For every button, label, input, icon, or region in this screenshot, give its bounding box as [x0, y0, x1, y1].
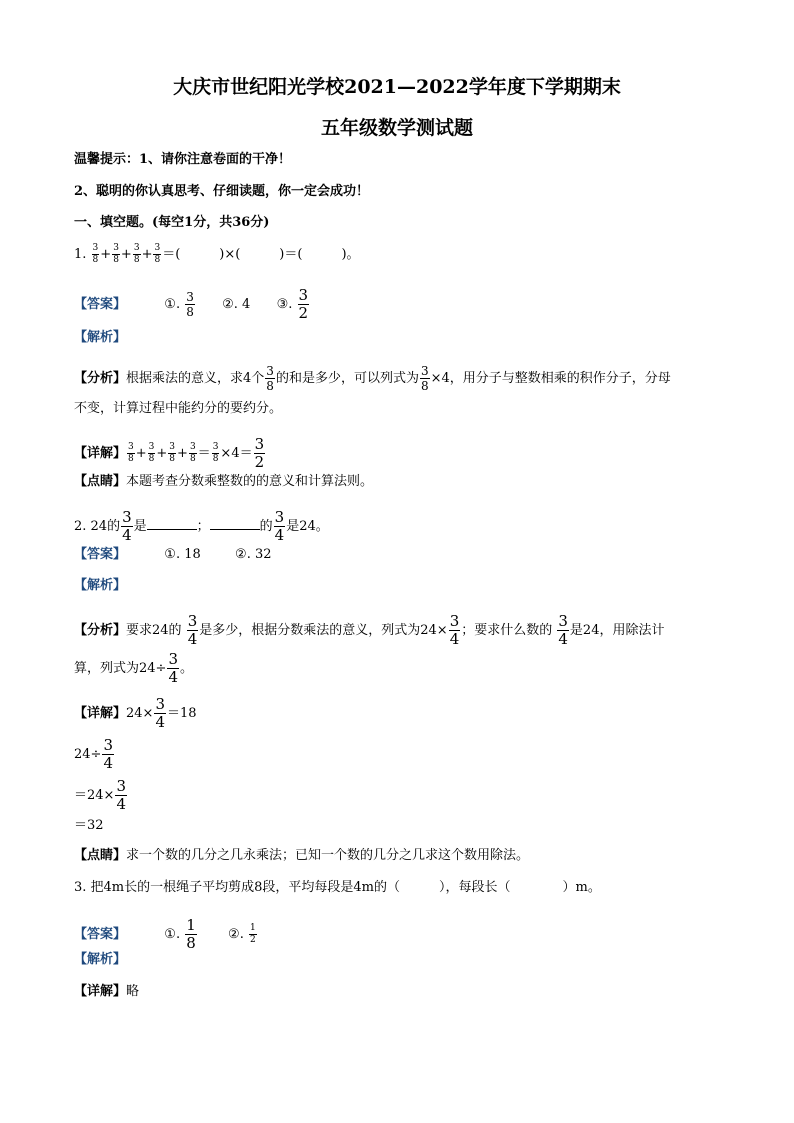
answer-2: ②. 4 [222, 297, 251, 312]
question-1: 1. $\frac{3}{8}$ + $\frac{3}{8}$ + $\frac{3}{8}$ + $\frac{3}{8}$ ＝( )×( )＝( )。 [74, 243, 360, 265]
q2-step-3: ＝32 [74, 818, 104, 833]
answer-3-mark: ③ [276, 297, 289, 312]
fraction: $\frac{3}{4}$ [122, 508, 132, 544]
q1-detail: 【详解】 $\frac{3}{8}$ + $\frac{3}{8}$ + $\frac{3}{8}$ + $\frac{3}{8}$ ＝ $\frac{3}{8}$ ×4＝ $\frac{3}{2}$ [74, 435, 265, 471]
answer-2: ②. 32 [235, 547, 272, 562]
fraction: $\frac{3}{8}$ [148, 442, 155, 464]
question-3: 3. 把4m长的一根绳子平均剪成8段，平均每段是4m的（ ），每段长（ ）m。 [74, 880, 601, 895]
answer-line-3: 【答案】 ①. $\frac{1}{8}$ ②. $\frac{1}{2}$ [74, 916, 256, 952]
answer-label: 【答案】 [74, 297, 127, 312]
fraction: $\frac{3}{2}$ [254, 435, 265, 471]
q1-dianjing: 【点睛】本题考查分数乘整数的的意义和计算法则。 [74, 474, 374, 489]
blanks-text: ＝( )×( )＝( )。 [162, 247, 360, 262]
fraction: $\frac{3}{4}$ [103, 736, 113, 772]
fraction: $\frac{3}{8}$ [92, 243, 99, 265]
fraction: $\frac{3}{8}$ [420, 364, 429, 393]
q2-step-2: ＝24× $\frac{3}{4}$ [74, 777, 126, 813]
fraction: $\frac{3}{4}$ [116, 777, 126, 813]
fraction: $\frac{3}{4}$ [558, 612, 568, 648]
fraction: $\frac{3}{8}$ [189, 442, 196, 464]
question-2: 2. 24的 $\frac{3}{4}$ 是 ； 的 $\frac{3}{4}$ 是24。 [74, 508, 329, 544]
analysis-label: 【解析】 [74, 952, 127, 967]
fraction: $\frac{3}{4}$ [449, 612, 460, 648]
answer-1-fraction: $\frac{3}{8}$ [186, 290, 194, 319]
answer-2-mark: ② [228, 927, 240, 942]
fraction: $\frac{3}{4}$ [187, 612, 198, 648]
fraction: $\frac{3}{8}$ [133, 243, 140, 265]
q3-detail: 【详解】略 [74, 984, 140, 999]
answer-1-mark: ① [164, 927, 176, 942]
answer-1-mark: ① [164, 297, 176, 312]
document-title: 大庆市世纪阳光学校2021—2022学年度下学期期末 [173, 76, 621, 98]
fraction: $\frac{3}{8}$ [154, 243, 161, 265]
question-number: 1. [74, 247, 87, 262]
q1-fenxi-line2: 不变，计算过程中能约分的要约分。 [74, 401, 283, 416]
blank [210, 517, 260, 530]
fraction: $\frac{3}{8}$ [128, 442, 134, 464]
q2-dianjing: 【点睛】求一个数的几分之几永乘法；已知一个数的几分之几求这个数用除法。 [74, 848, 530, 863]
answer-line-2: 【答案】 ①. 18 ②. 32 [74, 547, 272, 562]
fraction: $\frac{3}{8}$ [169, 442, 176, 464]
tip-line-1: 温馨提示：1、请你注意卷面的干净！ [74, 152, 292, 167]
analysis-label: 【解析】 [74, 578, 127, 593]
fraction: $\frac{3}{4}$ [168, 650, 178, 686]
blank [147, 517, 197, 530]
answer-3-fraction: $\frac{3}{2}$ [298, 286, 309, 322]
answer-line-1: 【答案】 ①. $\frac{3}{8}$ ②. 4 ③. $\frac{3}{2}$ [74, 286, 309, 322]
q2-detail: 【详解】24× $\frac{3}{4}$ ＝18 [74, 695, 197, 731]
fraction: $\frac{3}{4}$ [274, 508, 285, 544]
document-subtitle: 五年级数学测试题 [320, 117, 473, 139]
fraction: $\frac{3}{8}$ [266, 364, 274, 393]
answer-2-fraction: $\frac{1}{2}$ [249, 923, 256, 945]
fraction: $\frac{3}{8}$ [212, 442, 219, 464]
answer-1-fraction: $\frac{1}{8}$ [186, 916, 196, 952]
analysis-label: 【解析】 [74, 330, 127, 345]
tip-line-2: 2、聪明的你认真思考、仔细读题，你一定会成功！ [74, 184, 370, 199]
q1-fenxi: 【分析】根据乘法的意义，求4个 $\frac{3}{8}$ 的和是多少，可以列式为 $\frac{3}{8}$ ×4，用分子与整数相乘的积作分子，分母 [74, 364, 671, 393]
fraction: $\frac{3}{8}$ [113, 243, 119, 265]
q2-fenxi: 【分析】要求24的 $\frac{3}{4}$ 是多少，根据分数乘法的意义，列式为24× $\frac{3}{4}$ ；要求什么数的 $\frac{3}{4}$ 是24，用除法计 [74, 612, 665, 648]
fraction: $\frac{3}{4}$ [155, 695, 165, 731]
q2-fenxi-line2: 算，列式为24÷ $\frac{3}{4}$ 。 [74, 650, 193, 686]
q2-step-1: 24÷ $\frac{3}{4}$ [74, 736, 113, 772]
section-heading: 一、填空题。(每空1分，共36分) [74, 215, 270, 230]
answer-1: ①. 18 [164, 547, 201, 562]
